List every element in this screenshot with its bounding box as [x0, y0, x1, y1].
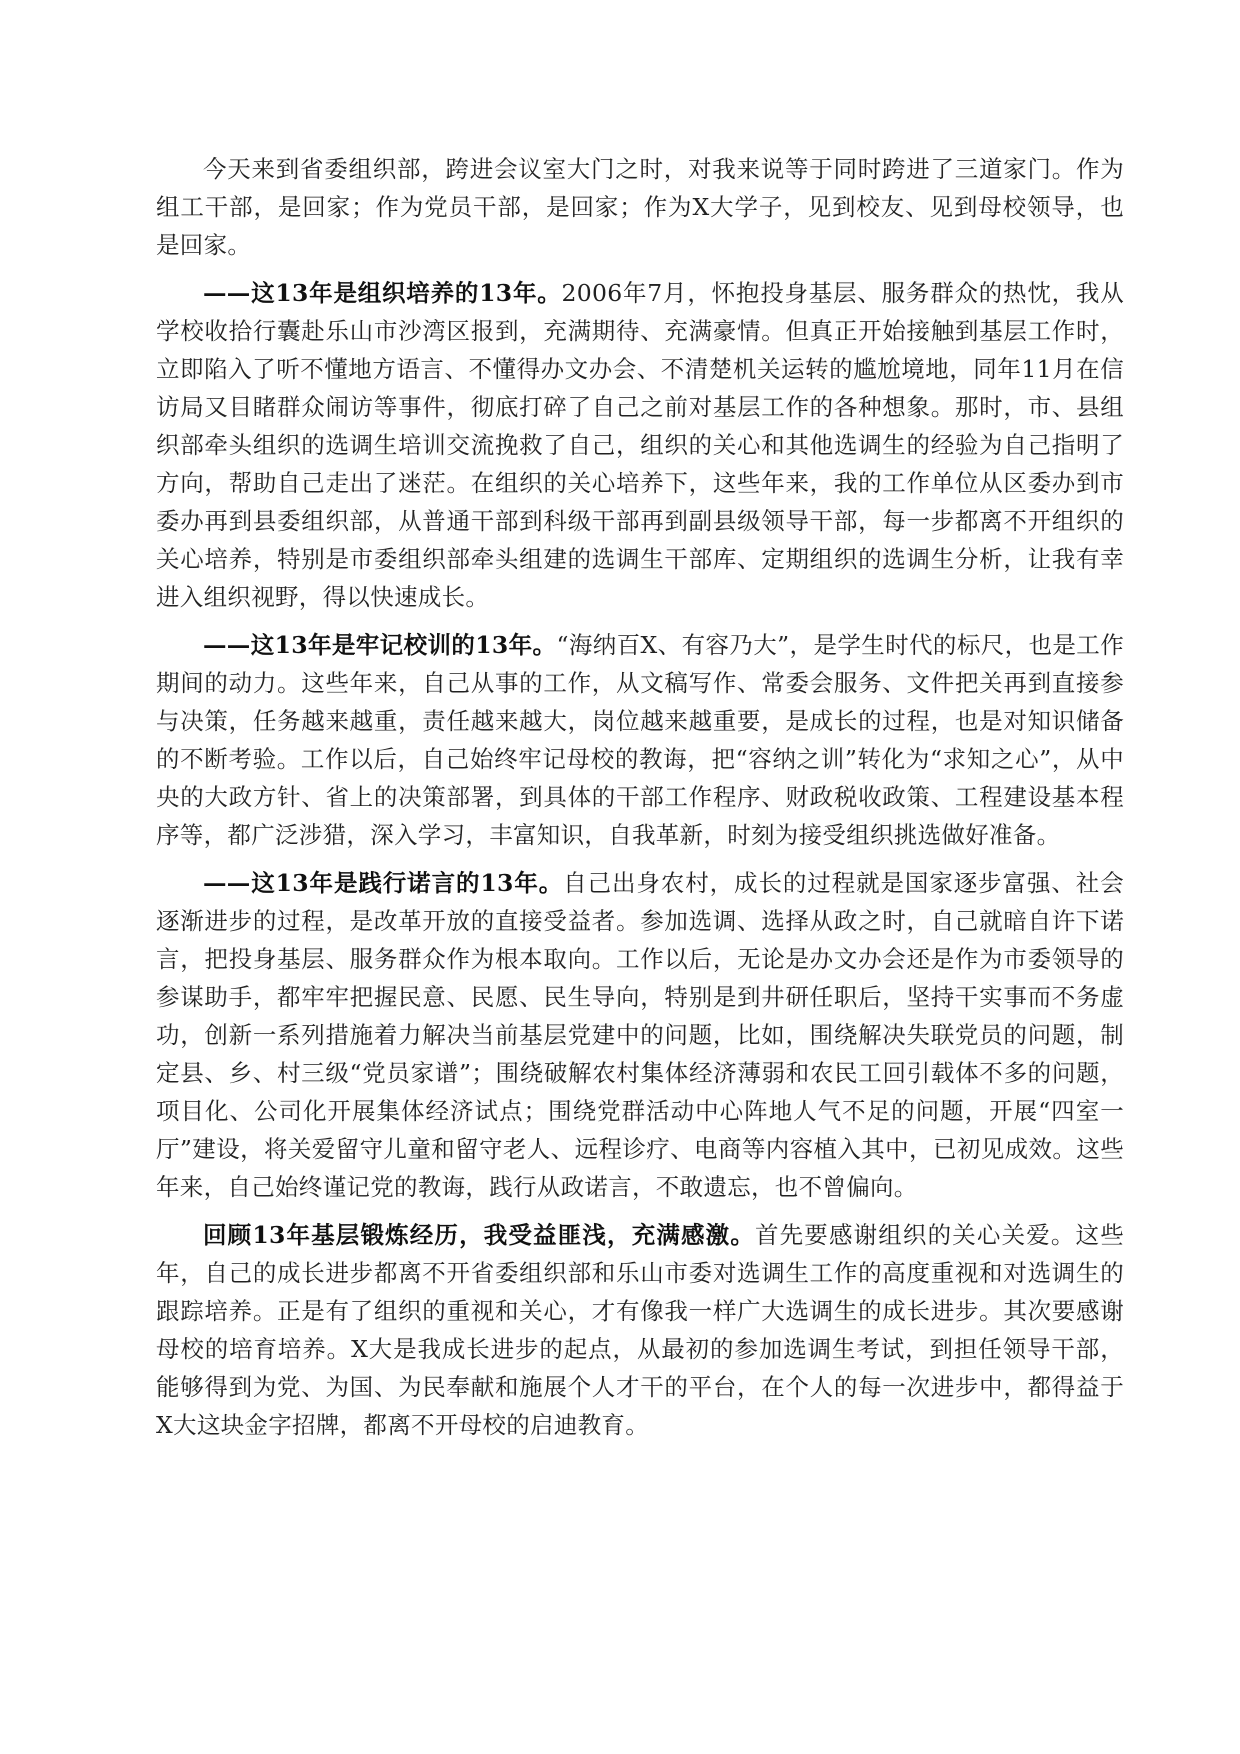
- paragraph-school-motto: [156, 626, 1124, 854]
- paragraph-organization-training: [156, 274, 1124, 616]
- paragraph-text: 自己出身农村，成长的过程就是国家逐步富强、社会逐渐进步的过程，是改革开放的直接受益者。参加选调、选择从政之时，自己就暗自许下诺言，把投身基层、服务群众作为根本取向。工作以后，无论是办文办会还是作为市委领导的参谋助手，都牢牢把握民意、民愿、民生导向，特别是到井研任职后，坚持干实事而不务虚功，创新一系列措施着力解决当前基层党建中的问题，比如，围绕解决失联党员的问题，制定县、乡、村三级“党员家谱”；围绕破解农村集体经济薄弱和农民工回引载体不多的问题，项目化、公司化开展集体经济试点；围绕党群活动中心阵地人气不足的问题，开展“四室一厅”建设，将关爱留守儿童和留守老人、远程诊疗、电商等内容植入其中，已初见成效。这些年来，自己始终谨记党的教诲，践行从政诺言，不敢遗忘，也不曾偏向。: [156, 869, 1124, 1201]
- paragraph-keep-promise: [156, 864, 1124, 1206]
- paragraph-review-gratitude: [156, 1216, 1124, 1444]
- paragraph-lead: ——这13年是组织培养的13年。: [203, 279, 562, 307]
- paragraph-intro: [156, 150, 1124, 264]
- document-body: [156, 150, 1124, 1454]
- paragraph-text: 今天来到省委组织部，跨进会议室大门之时，对我来说等于同时跨进了三道家门。作为组工干部，是回家；作为党员干部，是回家；作为X大学子，见到校友、见到母校领导，也是回家。: [156, 155, 1124, 259]
- paragraph-lead: ——这13年是牢记校训的13年。: [203, 631, 557, 659]
- paragraph-text: 首先要感谢组织的关心关爱。这些年，自己的成长进步都离不开省委组织部和乐山市委对选调生工作的高度重视和对选调生的跟踪培养。正是有了组织的重视和关心，才有像我一样广大选调生的成长进步。其次要感谢母校的培育培养。X大是我成长进步的起点，从最初的参加选调生考试，到担任领导干部，能够得到为党、为国、为民奉献和施展个人才干的平台，在个人的每一次进步中，都得益于X大这块金字招牌，都离不开母校的启迪教育。: [156, 1221, 1124, 1439]
- paragraph-text: 2006年7月，怀抱投身基层、服务群众的热忱，我从学校收拾行囊赴乐山市沙湾区报到，充满期待、充满豪情。但真正开始接触到基层工作时，立即陷入了听不懂地方语言、不懂得办文办会、不清楚机关运转的尴尬境地，同年11月在信访局又目睹群众闹访等事件，彻底打碎了自己之前对基层工作的各种想象。那时，市、县组织部牵头组织的选调生培训交流挽救了自己，组织的关心和其他选调生的经验为自己指明了方向，帮助自己走出了迷茫。在组织的关心培养下，这些年来，我的工作单位从区委办到市委办再到县委组织部，从普通干部到科级干部再到副县级领导干部，每一步都离不开组织的关心培养，特别是市委组织部牵头组建的选调生干部库、定期组织的选调生分析，让我有幸进入组织视野，得以快速成长。: [156, 279, 1124, 611]
- paragraph-lead: 回顾13年基层锻炼经历，我受益匪浅，充满感激。: [203, 1221, 755, 1249]
- paragraph-text: “海纳百X、有容乃大”，是学生时代的标尺，也是工作期间的动力。这些年来，自己从事的工作，从文稿写作、常委会服务、文件把关再到直接参与决策，任务越来越重，责任越来越大，岗位越来越重要，是成长的过程，也是对知识储备的不断考验。工作以后，自己始终牢记母校的教诲，把“容纳之训”转化为“求知之心”，从中央的大政方针、省上的决策部署，到具体的干部工作程序、财政税收政策、工程建设基本程序等，都广泛涉猎，深入学习，丰富知识，自我革新，时刻为接受组织挑选做好准备。: [156, 631, 1124, 849]
- paragraph-lead: ——这13年是践行诺言的13年。: [203, 869, 564, 897]
